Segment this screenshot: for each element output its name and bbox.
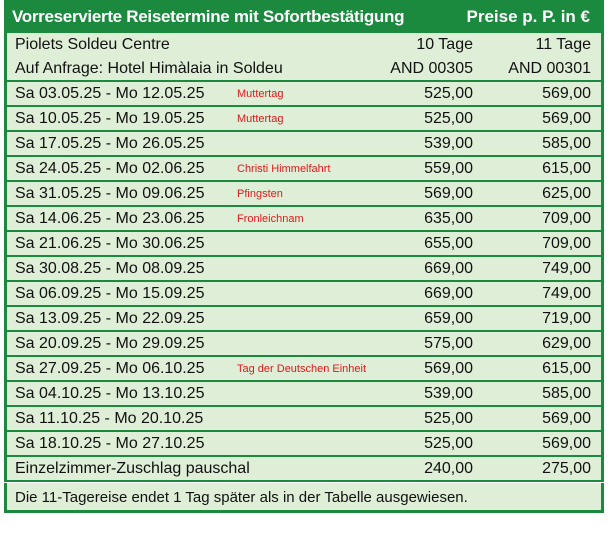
- date-range: Sa 31.05.25 - Mo 09.06.25: [15, 185, 205, 202]
- date-range: Sa 27.09.25 - Mo 06.10.25: [15, 360, 205, 377]
- price-11-days: 615,00: [542, 360, 591, 377]
- date-range: Sa 11.10.25 - Mo 20.10.25: [15, 410, 204, 427]
- price-note: Preise p. P. in €: [466, 7, 590, 26]
- table-row: [7, 382, 601, 407]
- price-11-days: 749,00: [542, 285, 591, 302]
- request-line: Auf Anfrage: Hotel Himàlaia in Soldeu: [15, 60, 283, 77]
- table-row: [7, 432, 601, 457]
- date-range: Sa 06.09.25 - Mo 15.09.25: [15, 285, 205, 302]
- price-11-days: 709,00: [542, 210, 591, 227]
- col1-header: 10 Tage: [416, 36, 473, 53]
- code-header-row: [7, 57, 601, 82]
- price-11-days: 585,00: [542, 385, 591, 402]
- surcharge-10: 240,00: [424, 460, 473, 477]
- table-row: [7, 132, 601, 157]
- price-11-days: 569,00: [542, 110, 591, 127]
- col2-header: 11 Tage: [535, 36, 591, 53]
- price-10-days: 569,00: [424, 185, 473, 202]
- price-10-days: 635,00: [424, 210, 473, 227]
- price-11-days: 569,00: [542, 85, 591, 102]
- price-10-days: 525,00: [424, 410, 473, 427]
- price-table-card: [4, 0, 604, 546]
- price-11-days: 569,00: [542, 435, 591, 452]
- price-11-days: 749,00: [542, 260, 591, 277]
- col1-code: AND 00305: [390, 60, 473, 77]
- price-10-days: 525,00: [424, 435, 473, 452]
- table-row: [7, 207, 601, 232]
- price-10-days: 669,00: [424, 260, 473, 277]
- price-11-days: 625,00: [542, 185, 591, 202]
- price-10-days: 655,00: [424, 235, 473, 252]
- date-range: Sa 14.06.25 - Mo 23.06.25: [15, 210, 205, 227]
- price-10-days: 525,00: [424, 85, 473, 102]
- holiday-note: Tag der Deutschen Einheit: [237, 363, 367, 375]
- table-row: [7, 407, 601, 432]
- date-rows: [7, 82, 601, 457]
- price-10-days: 525,00: [424, 110, 473, 127]
- table-row: [7, 157, 601, 182]
- date-range: Sa 03.05.25 - Mo 12.05.25: [15, 85, 205, 102]
- table-row: [7, 357, 601, 382]
- date-range: Sa 18.10.25 - Mo 27.10.25: [15, 435, 205, 452]
- price-11-days: 569,00: [542, 410, 591, 427]
- price-10-days: 659,00: [424, 310, 473, 327]
- price-10-days: 539,00: [424, 135, 473, 152]
- price-10-days: 669,00: [424, 285, 473, 302]
- holiday-note: Pfingsten: [237, 188, 283, 200]
- table-row: [7, 282, 601, 307]
- date-range: Sa 21.06.25 - Mo 30.06.25: [15, 235, 205, 252]
- table-row: [7, 257, 601, 282]
- table-row: [7, 332, 601, 357]
- surcharge-label: Einzelzimmer-Zuschlag pauschal: [15, 460, 250, 477]
- table-row: [7, 182, 601, 207]
- hotel-name: Piolets Soldeu Centre: [15, 36, 170, 53]
- hotel-header-row: [7, 33, 601, 57]
- price-11-days: 629,00: [542, 335, 591, 352]
- table-title: Vorreservierte Reisetermine mit Sofortbestätigung: [12, 7, 405, 26]
- price-table: [4, 33, 604, 482]
- price-11-days: 585,00: [542, 135, 591, 152]
- date-range: Sa 13.09.25 - Mo 22.09.25: [15, 310, 205, 327]
- holiday-note: Muttertag: [237, 88, 284, 100]
- surcharge-row: [7, 457, 601, 482]
- footer-note-box: [4, 483, 604, 513]
- price-10-days: 539,00: [424, 385, 473, 402]
- date-range: Sa 17.05.25 - Mo 26.05.25: [15, 135, 205, 152]
- surcharge-11: 275,00: [542, 460, 591, 477]
- date-range: Sa 10.05.25 - Mo 19.05.25: [15, 110, 205, 127]
- table-row: [7, 307, 601, 332]
- holiday-note: Christi Himmelfahrt: [237, 163, 331, 175]
- price-10-days: 569,00: [424, 360, 473, 377]
- table-row: [7, 107, 601, 132]
- col2-code: AND 00301: [508, 60, 591, 77]
- table-row: [7, 82, 601, 107]
- date-range: Sa 20.09.25 - Mo 29.09.25: [15, 335, 205, 352]
- price-11-days: 615,00: [542, 160, 591, 177]
- footer-note: Die 11-Tagereise endet 1 Tag später als in der Tabelle ausgewiesen.: [15, 489, 468, 506]
- price-11-days: 709,00: [542, 235, 591, 252]
- price-11-days: 719,00: [542, 310, 591, 327]
- date-range: Sa 04.10.25 - Mo 13.10.25: [15, 385, 205, 402]
- holiday-note: Muttertag: [237, 113, 284, 125]
- date-range: Sa 24.05.25 - Mo 02.06.25: [15, 160, 205, 177]
- holiday-note: Fronleichnam: [237, 213, 304, 225]
- price-10-days: 559,00: [424, 160, 473, 177]
- date-range: Sa 30.08.25 - Mo 08.09.25: [15, 260, 205, 277]
- price-10-days: 575,00: [424, 335, 473, 352]
- title-bar: [4, 0, 604, 33]
- table-row: [7, 232, 601, 257]
